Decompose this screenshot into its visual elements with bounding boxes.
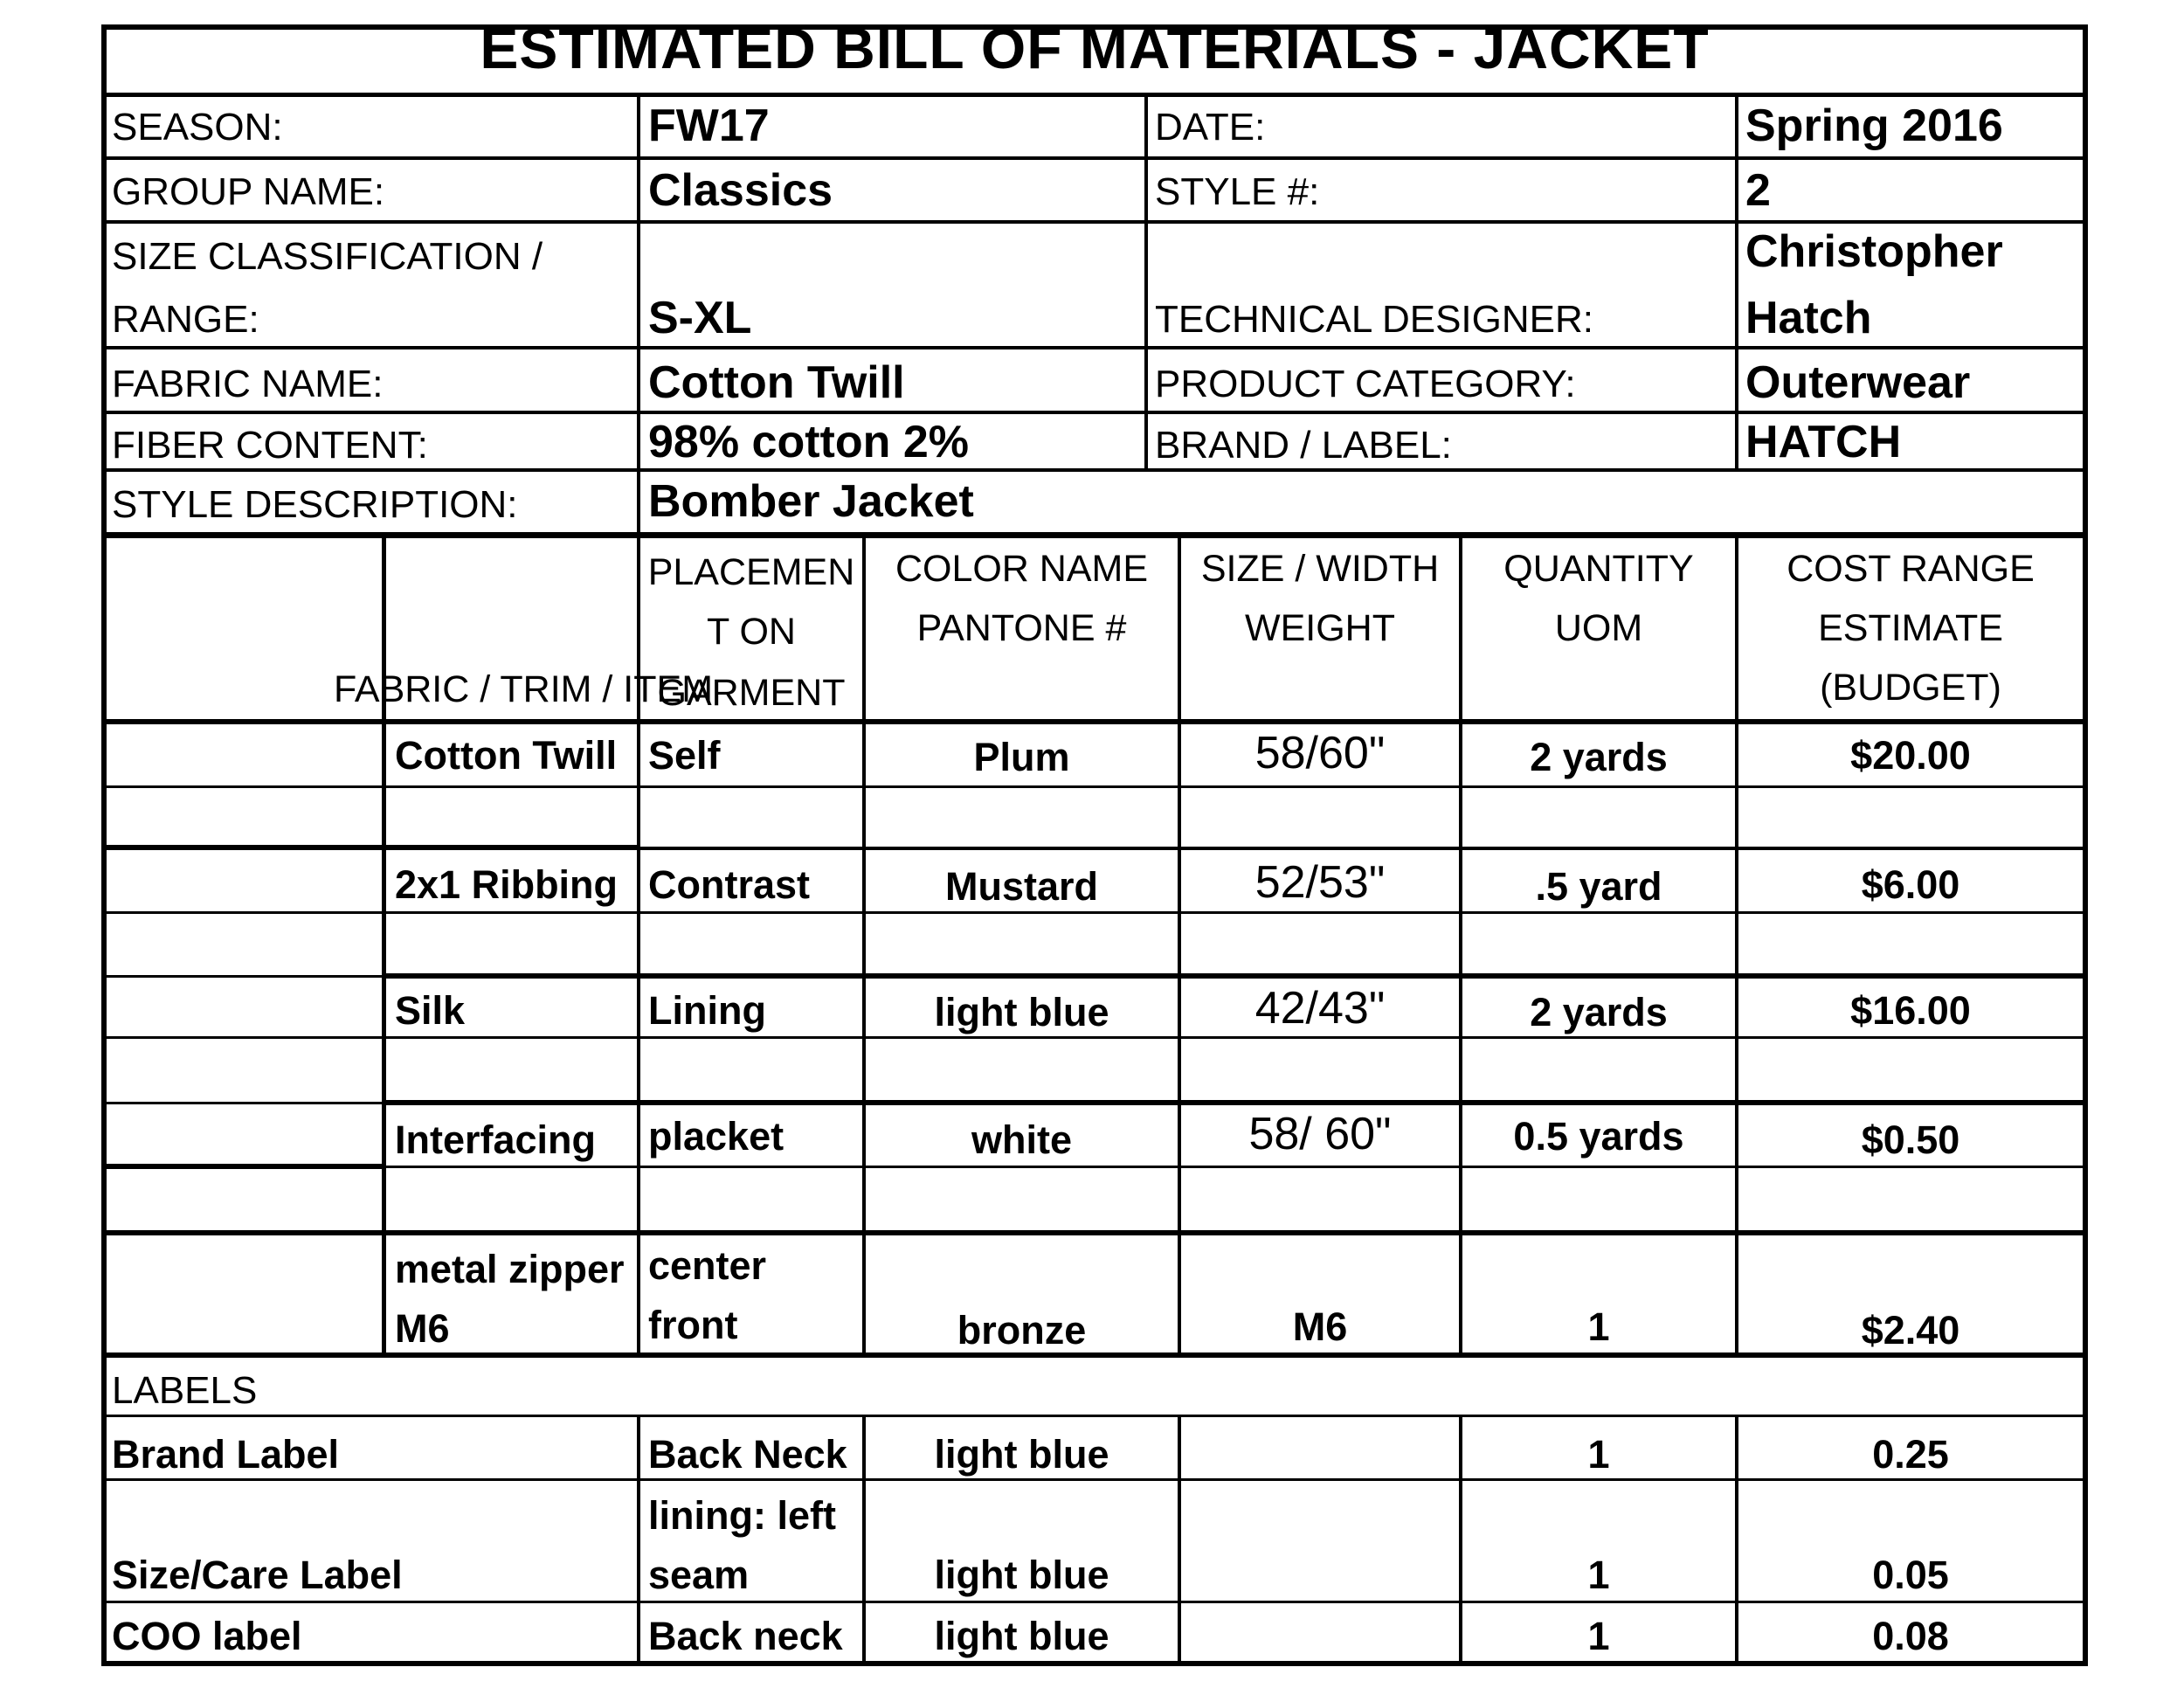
brand-value: HATCH: [1745, 417, 1902, 467]
color-header-line1: COLOR NAME: [895, 548, 1149, 590]
group-label: GROUP NAME:: [112, 170, 385, 213]
label-qty-cell: 1: [1587, 1614, 1610, 1658]
product-category-label: PRODUCT CATEGORY:: [1155, 363, 1576, 405]
fabric-value: Cotton Twill: [648, 357, 905, 408]
qty-cell: .5 yard: [1535, 864, 1662, 909]
size-class-value: S-XL: [648, 293, 752, 343]
size-class-label-line1: SIZE CLASSIFICATION /: [112, 235, 543, 278]
item-column-header: FABRIC / TRIM / ITEM: [334, 668, 714, 710]
cost-cell: $20.00: [1850, 733, 1971, 778]
cost-header-line2: ESTIMATE: [1818, 607, 2003, 649]
date-value: Spring 2016: [1745, 100, 2003, 151]
labels-heading: LABELS: [112, 1369, 258, 1412]
color-header-line2: PANTONE #: [916, 607, 1127, 649]
style-number-label: STYLE #:: [1155, 170, 1320, 213]
color-cell: white: [971, 1117, 1072, 1162]
placement-cell: placket: [648, 1114, 784, 1159]
placement-cell-line2: front: [648, 1303, 738, 1347]
fabric-label: FABRIC NAME:: [112, 363, 384, 405]
label-item-cell: COO label: [112, 1614, 302, 1658]
color-cell: Plum: [973, 735, 1070, 779]
qty-cell: 2 yards: [1530, 735, 1668, 779]
label-color-cell: light blue: [934, 1432, 1109, 1477]
cost-header-line3: (BUDGET): [1820, 667, 2001, 709]
page-title: ESTIMATED BILL OF MATERIALS - JACKET: [480, 16, 1710, 80]
label-cost-cell: 0.05: [1872, 1553, 1949, 1597]
color-cell: Mustard: [944, 864, 1098, 909]
qty-cell: 2 yards: [1530, 990, 1668, 1034]
label-placement-cell: Back Neck: [648, 1432, 847, 1477]
placement-header-line3: GARMENT: [657, 672, 846, 714]
placement-cell: Lining: [648, 988, 766, 1033]
color-cell: light blue: [934, 990, 1109, 1034]
qty-cell: 0.5 yards: [1513, 1114, 1684, 1159]
cost-cell: $6.00: [1861, 862, 1960, 907]
label-color-cell: light blue: [934, 1614, 1109, 1658]
item-cell: Cotton Twill: [395, 733, 618, 778]
tech-designer-value-line2: Hatch: [1745, 293, 1872, 343]
item-header-clip: [334, 664, 714, 716]
size-cell: 58/60": [1254, 728, 1386, 778]
brand-label: BRAND / LABEL:: [1155, 424, 1452, 467]
label-qty-cell: 1: [1587, 1553, 1610, 1597]
item-cell: Interfacing: [395, 1117, 597, 1162]
cost-cell: $16.00: [1850, 988, 1971, 1033]
color-cell: bronze: [957, 1308, 1087, 1352]
season-value: FW17: [648, 100, 770, 151]
qty-cell: 1: [1587, 1304, 1610, 1349]
size-cell: 52/53": [1254, 857, 1386, 908]
season-label: SEASON:: [112, 106, 283, 149]
placement-cell: Self: [648, 733, 721, 778]
item-cell-line1: metal zipper: [395, 1247, 625, 1291]
item-cell-line2: M6: [395, 1306, 450, 1351]
qty-header-line1: QUANTITY: [1503, 548, 1694, 590]
cost-header-line1: COST RANGE: [1787, 548, 2035, 590]
date-label: DATE:: [1155, 106, 1266, 149]
item-cell: 2x1 Ribbing: [395, 862, 619, 907]
size-cell: 58/ 60": [1248, 1109, 1392, 1159]
product-category-value: Outerwear: [1745, 357, 1971, 408]
qty-header-line2: UOM: [1554, 607, 1643, 649]
label-placement-cell-line1: lining: left: [648, 1493, 836, 1538]
label-item-cell: Size/Care Label: [112, 1553, 403, 1597]
fiber-label: FIBER CONTENT:: [112, 424, 428, 467]
cost-cell: $2.40: [1861, 1308, 1960, 1352]
style-desc-value: Bomber Jacket: [648, 476, 974, 527]
style-number-value: 2: [1745, 165, 1771, 216]
size-class-label-line2: RANGE:: [112, 298, 259, 341]
size-header-line1: SIZE / WIDTH: [1200, 548, 1440, 590]
size-cell: M6: [1292, 1304, 1348, 1349]
tech-designer-value-line1: Christopher: [1745, 226, 2003, 277]
cost-cell: $0.50: [1861, 1117, 1960, 1162]
style-desc-label: STYLE DESCRIPTION:: [112, 483, 518, 526]
label-cost-cell: 0.25: [1872, 1432, 1949, 1477]
item-cell: Silk: [395, 988, 466, 1033]
tech-designer-label: TECHNICAL DESIGNER:: [1155, 298, 1594, 341]
placement-cell: Contrast: [648, 862, 811, 907]
label-placement-cell: Back neck: [648, 1614, 843, 1658]
title-clip: [107, 16, 2083, 93]
size-header-line2: WEIGHT: [1245, 607, 1395, 649]
placement-header-line1: PLACEMEN: [647, 551, 855, 593]
label-cost-cell: 0.08: [1872, 1614, 1949, 1658]
placement-cell-line1: center: [648, 1243, 767, 1288]
size-cell: 42/43": [1254, 983, 1386, 1034]
label-item-cell: Brand Label: [112, 1432, 340, 1477]
group-value: Classics: [648, 165, 833, 216]
label-qty-cell: 1: [1587, 1432, 1610, 1477]
label-placement-cell-line2: seam: [648, 1553, 750, 1597]
fiber-value: 98% cotton 2%: [648, 417, 969, 467]
label-color-cell: light blue: [934, 1553, 1109, 1597]
placement-header-line2: T ON: [707, 611, 796, 653]
